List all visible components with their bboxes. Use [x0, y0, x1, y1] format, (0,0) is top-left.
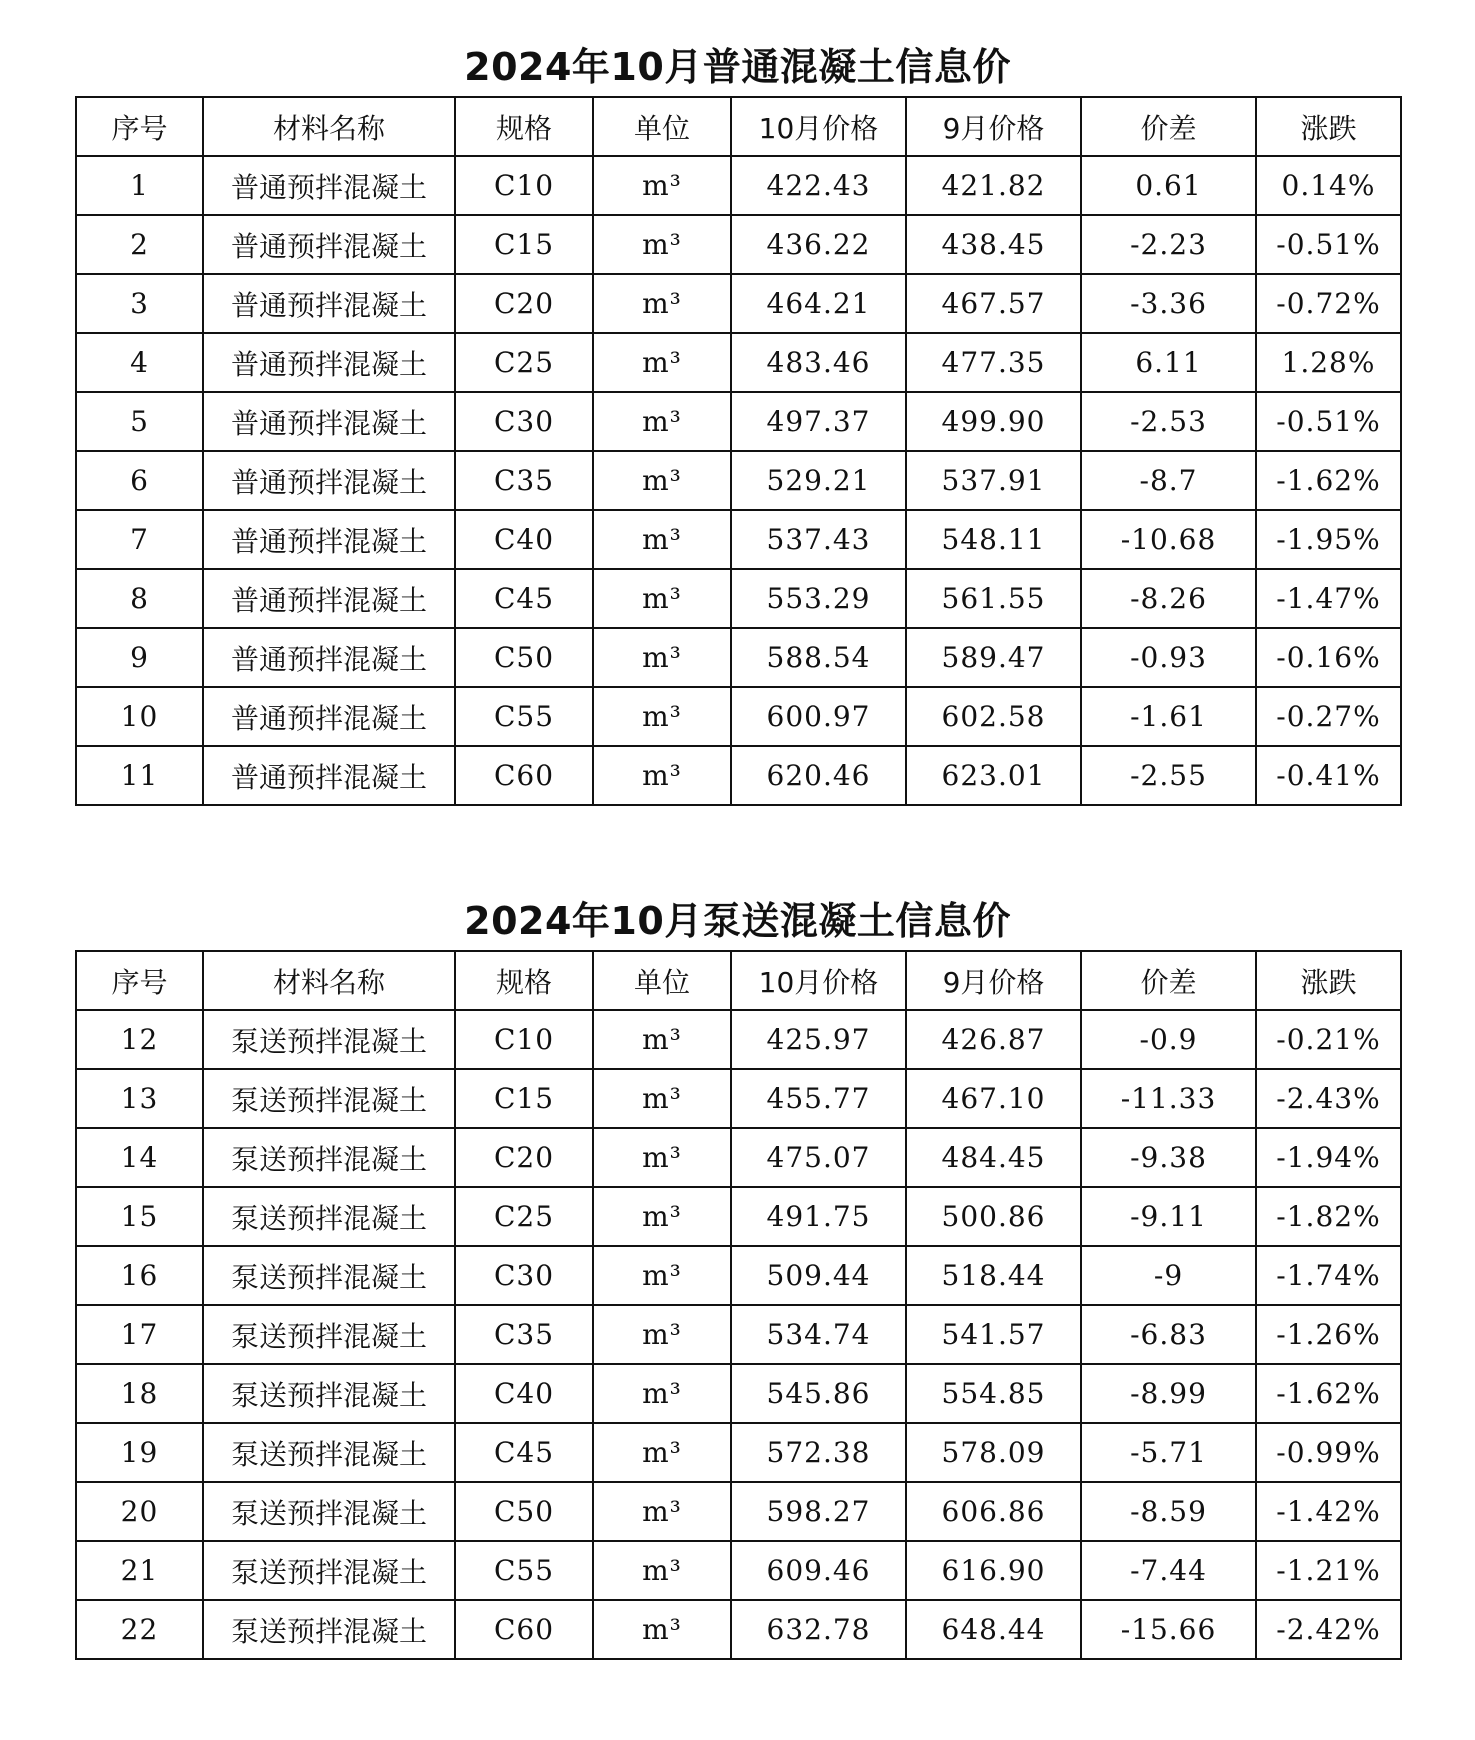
cell-change-percent: -0.99% [1256, 1423, 1401, 1482]
cell-spec: C25 [455, 1187, 593, 1246]
cell-october-price: 588.54 [731, 628, 906, 687]
cell-unit: m³ [593, 687, 731, 746]
pumped-table-body [76, 1010, 1401, 1659]
pumped-price-table [75, 950, 1402, 1660]
cell-unit: m³ [593, 1482, 731, 1541]
cell-change-percent: -0.72% [1256, 274, 1401, 333]
cell-september-price: 467.10 [906, 1069, 1081, 1128]
cell-october-price: 545.86 [731, 1364, 906, 1423]
cell-spec: C50 [455, 1482, 593, 1541]
cell-material-name: 泵送预拌混凝土 [203, 1600, 455, 1659]
table-row [76, 333, 1401, 392]
cell-index: 1 [76, 156, 203, 215]
table-row [76, 687, 1401, 746]
cell-change-percent: -1.26% [1256, 1305, 1401, 1364]
cell-unit: m³ [593, 333, 731, 392]
ordinary-table-body [76, 156, 1401, 805]
cell-material-name: 泵送预拌混凝土 [203, 1246, 455, 1305]
cell-change-percent: -1.62% [1256, 451, 1401, 510]
cell-september-price: 623.01 [906, 746, 1081, 805]
cell-october-price: 497.37 [731, 392, 906, 451]
cell-index: 20 [76, 1482, 203, 1541]
cell-index: 22 [76, 1600, 203, 1659]
cell-spec: C55 [455, 1541, 593, 1600]
cell-material-name: 泵送预拌混凝土 [203, 1128, 455, 1187]
cell-october-price: 436.22 [731, 215, 906, 274]
cell-spec: C30 [455, 392, 593, 451]
cell-change-percent: -0.51% [1256, 215, 1401, 274]
cell-unit: m³ [593, 274, 731, 333]
pumped-table-title: 2024年10月泵送混凝土信息价 [464, 899, 1011, 943]
table-row [76, 1128, 1401, 1187]
cell-price-difference: -0.93 [1081, 628, 1256, 687]
cell-index: 6 [76, 451, 203, 510]
header-unit: 单位 [593, 97, 731, 156]
cell-unit: m³ [593, 392, 731, 451]
cell-september-price: 477.35 [906, 333, 1081, 392]
cell-index: 16 [76, 1246, 203, 1305]
cell-material-name: 泵送预拌混凝土 [203, 1364, 455, 1423]
cell-september-price: 541.57 [906, 1305, 1081, 1364]
cell-spec: C20 [455, 1128, 593, 1187]
ordinary-table-title: 2024年10月普通混凝土信息价 [464, 45, 1011, 89]
cell-change-percent: -1.47% [1256, 569, 1401, 628]
cell-september-price: 421.82 [906, 156, 1081, 215]
cell-price-difference: -2.23 [1081, 215, 1256, 274]
cell-spec: C25 [455, 333, 593, 392]
cell-material-name: 泵送预拌混凝土 [203, 1010, 455, 1069]
cell-material-name: 普通预拌混凝土 [203, 274, 455, 333]
cell-price-difference: -8.7 [1081, 451, 1256, 510]
header-price-difference: 价差 [1081, 97, 1256, 156]
cell-price-difference: -1.61 [1081, 687, 1256, 746]
cell-index: 19 [76, 1423, 203, 1482]
cell-material-name: 普通预拌混凝土 [203, 510, 455, 569]
cell-september-price: 518.44 [906, 1246, 1081, 1305]
cell-unit: m³ [593, 1128, 731, 1187]
cell-index: 2 [76, 215, 203, 274]
cell-unit: m³ [593, 1305, 731, 1364]
cell-index: 21 [76, 1541, 203, 1600]
cell-spec: C30 [455, 1246, 593, 1305]
cell-change-percent: -1.95% [1256, 510, 1401, 569]
cell-september-price: 606.86 [906, 1482, 1081, 1541]
cell-september-price: 648.44 [906, 1600, 1081, 1659]
cell-october-price: 491.75 [731, 1187, 906, 1246]
cell-price-difference: -11.33 [1081, 1069, 1256, 1128]
cell-september-price: 616.90 [906, 1541, 1081, 1600]
table-row [76, 1482, 1401, 1541]
cell-material-name: 泵送预拌混凝土 [203, 1069, 455, 1128]
cell-spec: C60 [455, 746, 593, 805]
cell-september-price: 500.86 [906, 1187, 1081, 1246]
ordinary-price-table [75, 96, 1402, 806]
cell-september-price: 438.45 [906, 215, 1081, 274]
cell-unit: m³ [593, 510, 731, 569]
table-row [76, 1541, 1401, 1600]
table-header-row [76, 97, 1401, 156]
cell-change-percent: -1.42% [1256, 1482, 1401, 1541]
header-october-price: 10月价格 [731, 97, 906, 156]
cell-september-price: 578.09 [906, 1423, 1081, 1482]
cell-spec: C60 [455, 1600, 593, 1659]
header-index: 序号 [76, 951, 203, 1010]
cell-price-difference: 0.61 [1081, 156, 1256, 215]
cell-unit: m³ [593, 1423, 731, 1482]
cell-change-percent: -0.27% [1256, 687, 1401, 746]
cell-october-price: 609.46 [731, 1541, 906, 1600]
table-row [76, 1305, 1401, 1364]
cell-september-price: 548.11 [906, 510, 1081, 569]
table-row [76, 451, 1401, 510]
cell-index: 10 [76, 687, 203, 746]
cell-unit: m³ [593, 1010, 731, 1069]
table-row [76, 1187, 1401, 1246]
cell-unit: m³ [593, 1069, 731, 1128]
cell-spec: C45 [455, 569, 593, 628]
cell-october-price: 425.97 [731, 1010, 906, 1069]
table-row [76, 1069, 1401, 1128]
cell-index: 7 [76, 510, 203, 569]
table-row [76, 1423, 1401, 1482]
ordinary-concrete-section [75, 38, 1400, 806]
cell-price-difference: -3.36 [1081, 274, 1256, 333]
cell-material-name: 普通预拌混凝土 [203, 687, 455, 746]
cell-change-percent: -0.16% [1256, 628, 1401, 687]
cell-change-percent: -1.74% [1256, 1246, 1401, 1305]
cell-price-difference: -6.83 [1081, 1305, 1256, 1364]
table-row [76, 510, 1401, 569]
cell-september-price: 589.47 [906, 628, 1081, 687]
table-row [76, 1246, 1401, 1305]
cell-price-difference: -9.11 [1081, 1187, 1256, 1246]
header-spec: 规格 [455, 951, 593, 1010]
header-september-price: 9月价格 [906, 951, 1081, 1010]
cell-change-percent: -0.21% [1256, 1010, 1401, 1069]
cell-material-name: 泵送预拌混凝土 [203, 1482, 455, 1541]
table-row [76, 274, 1401, 333]
cell-price-difference: -2.53 [1081, 392, 1256, 451]
cell-unit: m³ [593, 1246, 731, 1305]
cell-october-price: 572.38 [731, 1423, 906, 1482]
cell-unit: m³ [593, 1364, 731, 1423]
header-index: 序号 [76, 97, 203, 156]
cell-material-name: 普通预拌混凝土 [203, 333, 455, 392]
cell-price-difference: 6.11 [1081, 333, 1256, 392]
cell-index: 13 [76, 1069, 203, 1128]
cell-material-name: 普通预拌混凝土 [203, 451, 455, 510]
cell-price-difference: -15.66 [1081, 1600, 1256, 1659]
cell-index: 5 [76, 392, 203, 451]
cell-change-percent: -0.41% [1256, 746, 1401, 805]
cell-october-price: 598.27 [731, 1482, 906, 1541]
cell-price-difference: -9 [1081, 1246, 1256, 1305]
header-october-price: 10月价格 [731, 951, 906, 1010]
cell-price-difference: -5.71 [1081, 1423, 1256, 1482]
cell-price-difference: -2.55 [1081, 746, 1256, 805]
cell-october-price: 529.21 [731, 451, 906, 510]
cell-october-price: 600.97 [731, 687, 906, 746]
cell-spec: C15 [455, 215, 593, 274]
cell-september-price: 602.58 [906, 687, 1081, 746]
cell-october-price: 620.46 [731, 746, 906, 805]
header-september-price: 9月价格 [906, 97, 1081, 156]
table-row [76, 628, 1401, 687]
table-row [76, 156, 1401, 215]
cell-material-name: 泵送预拌混凝土 [203, 1187, 455, 1246]
cell-spec: C20 [455, 274, 593, 333]
cell-material-name: 普通预拌混凝土 [203, 569, 455, 628]
table-row [76, 746, 1401, 805]
cell-change-percent: -2.42% [1256, 1600, 1401, 1659]
cell-unit: m³ [593, 628, 731, 687]
cell-october-price: 553.29 [731, 569, 906, 628]
cell-index: 14 [76, 1128, 203, 1187]
header-change-percent: 涨跌 [1256, 97, 1401, 156]
cell-spec: C45 [455, 1423, 593, 1482]
cell-spec: C55 [455, 687, 593, 746]
header-change-percent: 涨跌 [1256, 951, 1401, 1010]
cell-index: 12 [76, 1010, 203, 1069]
table-row [76, 1010, 1401, 1069]
cell-october-price: 483.46 [731, 333, 906, 392]
cell-october-price: 464.21 [731, 274, 906, 333]
cell-index: 3 [76, 274, 203, 333]
header-material-name: 材料名称 [203, 951, 455, 1010]
cell-unit: m³ [593, 156, 731, 215]
cell-october-price: 422.43 [731, 156, 906, 215]
pumped-concrete-section [75, 892, 1400, 1660]
cell-september-price: 554.85 [906, 1364, 1081, 1423]
cell-september-price: 561.55 [906, 569, 1081, 628]
cell-september-price: 426.87 [906, 1010, 1081, 1069]
table-header-row [76, 951, 1401, 1010]
cell-material-name: 普通预拌混凝土 [203, 628, 455, 687]
cell-unit: m³ [593, 451, 731, 510]
table-row [76, 215, 1401, 274]
table-row [76, 1600, 1401, 1659]
cell-spec: C50 [455, 628, 593, 687]
table-row [76, 1364, 1401, 1423]
cell-spec: C15 [455, 1069, 593, 1128]
cell-change-percent: -1.21% [1256, 1541, 1401, 1600]
cell-change-percent: -1.62% [1256, 1364, 1401, 1423]
cell-change-percent: -2.43% [1256, 1069, 1401, 1128]
cell-price-difference: -8.59 [1081, 1482, 1256, 1541]
cell-index: 9 [76, 628, 203, 687]
cell-unit: m³ [593, 1541, 731, 1600]
cell-unit: m³ [593, 569, 731, 628]
cell-spec: C35 [455, 1305, 593, 1364]
cell-spec: C40 [455, 510, 593, 569]
cell-september-price: 537.91 [906, 451, 1081, 510]
cell-price-difference: -10.68 [1081, 510, 1256, 569]
table-row [76, 569, 1401, 628]
cell-material-name: 泵送预拌混凝土 [203, 1541, 455, 1600]
cell-change-percent: -0.51% [1256, 392, 1401, 451]
cell-material-name: 普通预拌混凝土 [203, 156, 455, 215]
cell-september-price: 467.57 [906, 274, 1081, 333]
cell-change-percent: 1.28% [1256, 333, 1401, 392]
header-price-difference: 价差 [1081, 951, 1256, 1010]
cell-index: 4 [76, 333, 203, 392]
cell-unit: m³ [593, 1187, 731, 1246]
cell-price-difference: -7.44 [1081, 1541, 1256, 1600]
cell-material-name: 普通预拌混凝土 [203, 746, 455, 805]
cell-spec: C10 [455, 1010, 593, 1069]
cell-spec: C40 [455, 1364, 593, 1423]
cell-price-difference: -8.99 [1081, 1364, 1256, 1423]
cell-october-price: 509.44 [731, 1246, 906, 1305]
cell-october-price: 537.43 [731, 510, 906, 569]
cell-unit: m³ [593, 1600, 731, 1659]
cell-index: 15 [76, 1187, 203, 1246]
cell-spec: C10 [455, 156, 593, 215]
cell-material-name: 普通预拌混凝土 [203, 392, 455, 451]
cell-change-percent: -1.94% [1256, 1128, 1401, 1187]
table-row [76, 392, 1401, 451]
cell-change-percent: -1.82% [1256, 1187, 1401, 1246]
cell-october-price: 534.74 [731, 1305, 906, 1364]
cell-september-price: 499.90 [906, 392, 1081, 451]
cell-index: 11 [76, 746, 203, 805]
cell-index: 18 [76, 1364, 203, 1423]
cell-change-percent: 0.14% [1256, 156, 1401, 215]
cell-price-difference: -0.9 [1081, 1010, 1256, 1069]
header-material-name: 材料名称 [203, 97, 455, 156]
cell-october-price: 475.07 [731, 1128, 906, 1187]
cell-material-name: 泵送预拌混凝土 [203, 1305, 455, 1364]
cell-material-name: 泵送预拌混凝土 [203, 1423, 455, 1482]
cell-index: 17 [76, 1305, 203, 1364]
cell-october-price: 455.77 [731, 1069, 906, 1128]
cell-index: 8 [76, 569, 203, 628]
cell-spec: C35 [455, 451, 593, 510]
cell-unit: m³ [593, 746, 731, 805]
cell-price-difference: -8.26 [1081, 569, 1256, 628]
cell-unit: m³ [593, 215, 731, 274]
cell-price-difference: -9.38 [1081, 1128, 1256, 1187]
header-spec: 规格 [455, 97, 593, 156]
header-unit: 单位 [593, 951, 731, 1010]
cell-september-price: 484.45 [906, 1128, 1081, 1187]
cell-october-price: 632.78 [731, 1600, 906, 1659]
cell-material-name: 普通预拌混凝土 [203, 215, 455, 274]
